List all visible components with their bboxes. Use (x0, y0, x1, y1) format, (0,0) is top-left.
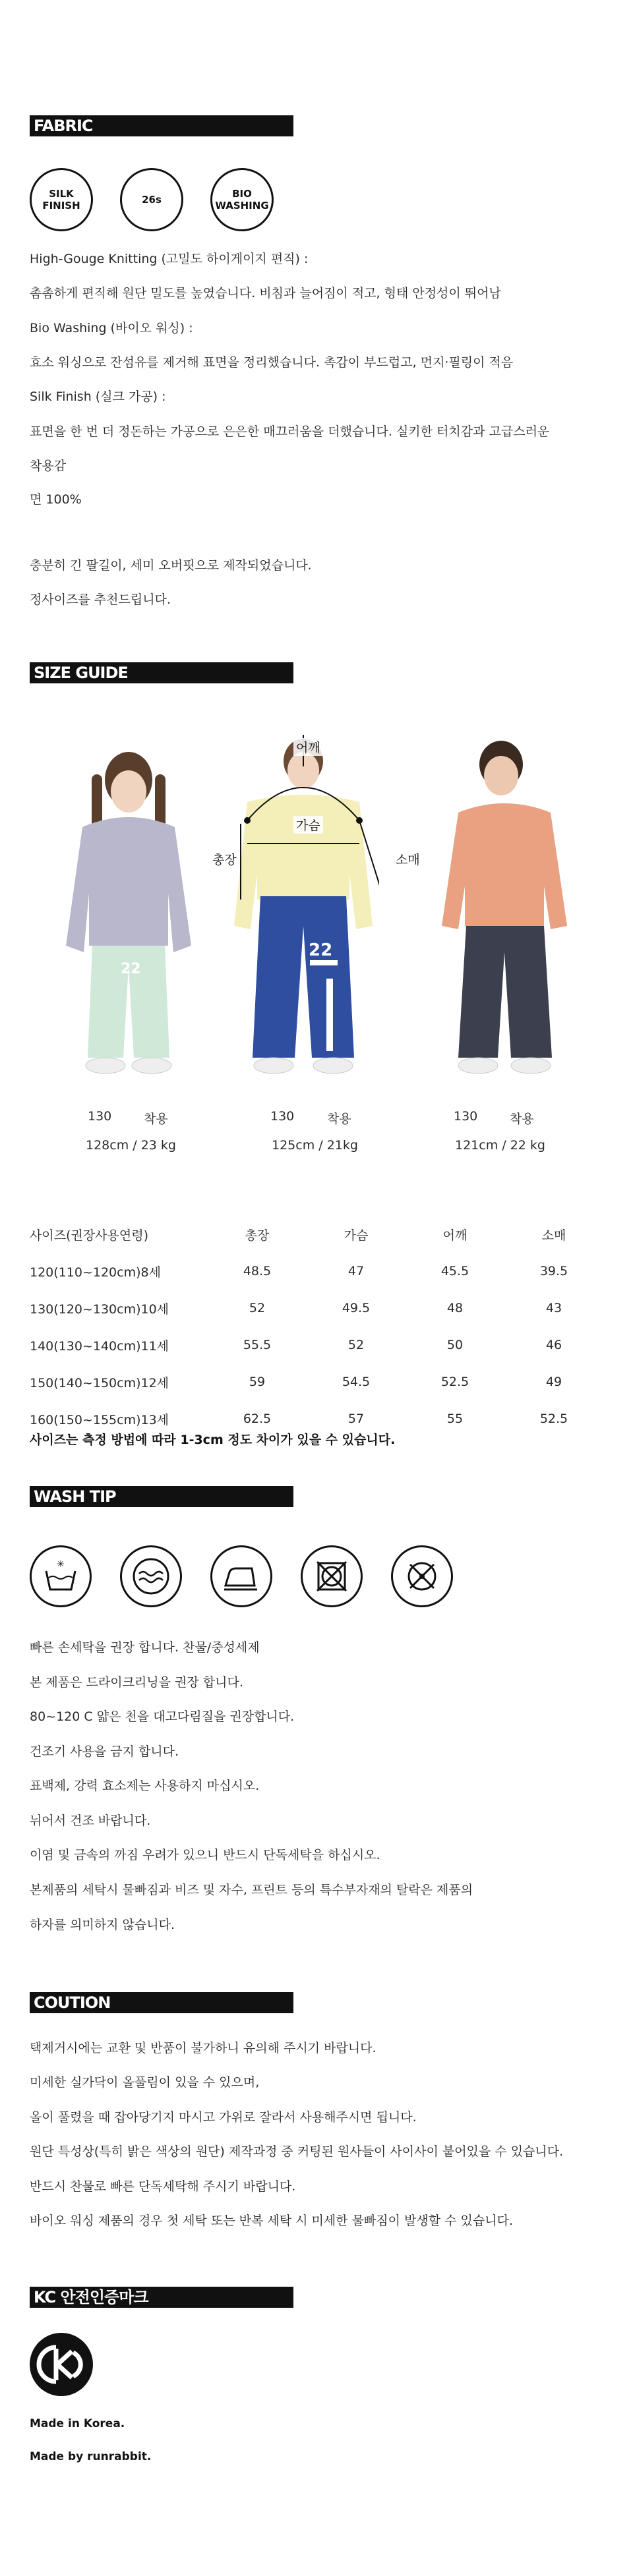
model-wear: 착용 (144, 1112, 168, 1126)
header-size: 사이즈(권장사용연령) (30, 1228, 149, 1243)
cell-shoulder: 48 (446, 1301, 464, 1315)
cell-sleeve: 39.5 (539, 1264, 568, 1278)
fabric-line: 착용감 (30, 459, 67, 473)
cell-shoulder: 50 (446, 1338, 464, 1352)
wash-line: 본제품의 세탁시 물빠짐과 비즈 및 자수, 프린트 등의 특수부자재의 탈락은 제품의 (30, 1883, 473, 1897)
cell-size: 160(150~155cm)13세 (30, 1412, 169, 1427)
hand-wash-icon (30, 1545, 92, 1607)
wash-line: 표백제, 강력 효소제는 사용하지 마십시오. (30, 1779, 260, 1793)
cell-size: 150(140~150cm)12세 (30, 1375, 169, 1390)
caution-line: 바이오 워싱 제품의 경우 첫 세탁 또는 반복 세탁 시 미세한 물빠짐이 발생할 수 있습니다. (30, 2214, 513, 2228)
model-body: 121cm / 22 kg (455, 1138, 545, 1153)
model-body: 125cm / 21kg (272, 1138, 358, 1153)
kc-certification-icon (30, 2333, 93, 2396)
length-label: 총장 (210, 850, 239, 868)
size-guide-section-title: SIZE GUIDE (30, 662, 293, 683)
wash-tip-section-title: WASH TIP (30, 1486, 293, 1507)
model-photo-lavender (56, 728, 208, 1097)
cell-chest: 52 (347, 1338, 365, 1352)
cell-size: 130(120~130cm)10세 (30, 1302, 169, 1317)
model-size: 130 (454, 1109, 478, 1124)
cell-chest: 54.5 (342, 1375, 371, 1389)
cell-shoulder: 55 (446, 1412, 464, 1426)
svg-text:22: 22 (309, 940, 333, 960)
caution-line: 반드시 찬물로 빠른 단독세탁해 주시기 바랍니다. (30, 2179, 296, 2194)
fit-note: 충분히 긴 팔길이, 세미 오버핏으로 제작되었습니다. (30, 558, 312, 573)
size-note: 사이즈는 측정 방법에 따라 1-3cm 정도 차이가 있을 수 있습니다. (30, 1433, 396, 1447)
cell-sleeve: 52.5 (539, 1412, 568, 1426)
model-photo-yellow (227, 728, 379, 1097)
wash-line: 이염 및 금속의 까짐 우려가 있으니 반드시 단독세탁을 하십시오. (30, 1848, 380, 1862)
header-sleeve: 소매 (541, 1228, 566, 1243)
no-tumble-dry-icon (301, 1545, 363, 1607)
gentle-wash-icon (120, 1545, 182, 1607)
cell-shoulder: 45.5 (440, 1264, 469, 1278)
model-photo-coral (432, 728, 584, 1097)
table-row (30, 1363, 603, 1400)
kc-section-title: KC 안전인증마크 (30, 2287, 293, 2308)
header-chest: 가슴 (344, 1228, 369, 1243)
caution-line: 원단 특성상(특히 밝은 색상의 원단) 제작과정 중 커팅된 원사들이 사이사이 붙어있을 수 있습니다. (30, 2144, 564, 2159)
cell-sleeve: 49 (545, 1375, 562, 1389)
table-row (30, 1290, 603, 1327)
size-table (30, 1216, 603, 1437)
fabric-line: 표면을 한 번 더 정돈하는 가공으로 은은한 매끄러움을 더했습니다. 실키한 터치감과 고급스러운 (30, 424, 550, 439)
fabric-line: Silk Finish (실크 가공) : (30, 389, 166, 404)
model-size: 130 (88, 1109, 112, 1124)
header-length: 총장 (245, 1228, 270, 1243)
bio-washing-badge: BIO WASHING (210, 168, 274, 231)
chest-label: 가슴 (293, 816, 323, 834)
cell-length: 52 (249, 1301, 266, 1315)
no-dry-clean-icon (391, 1545, 453, 1607)
model-body: 128cm / 23 kg (86, 1138, 176, 1153)
caution-line: 택제거시에는 교환 및 반품이 불가하니 유의해 주시기 바랍니다. (30, 2041, 377, 2055)
cell-size: 140(130~140cm)11세 (30, 1338, 169, 1354)
caution-section-title: COUTION (30, 1992, 293, 2013)
fabric-line: Bio Washing (바이오 워싱) : (30, 321, 193, 335)
cell-shoulder: 52.5 (440, 1375, 469, 1389)
cell-chest: 49.5 (342, 1301, 371, 1315)
cell-length: 55.5 (243, 1338, 272, 1352)
header-shoulder: 어깨 (442, 1228, 467, 1243)
fabric-line: 촘촘하게 편직해 원단 밀도를 높였습니다. 비침과 늘어짐이 적고, 형태 안정성이 뛰어남 (30, 286, 501, 301)
cell-chest: 57 (347, 1412, 365, 1426)
model-size: 130 (270, 1109, 295, 1124)
cell-sleeve: 46 (545, 1338, 562, 1352)
fabric-line: 면 100% (30, 492, 82, 507)
caution-line: 미세한 실가닥이 올풀림이 있을 수 있으며, (30, 2075, 260, 2090)
model-wear: 착용 (327, 1112, 351, 1126)
fabric-section-title: FABRIC (30, 115, 293, 136)
svg-text:✳: ✳ (57, 1559, 65, 1570)
fabric-line: High-Gouge Knitting (고밀도 하이게이지 편직) : (30, 252, 309, 266)
cell-length: 62.5 (243, 1412, 272, 1426)
caution-line: 올이 풀렸을 때 잡아당기지 마시고 가위로 잘라서 사용해주시면 됩니다. (30, 2110, 417, 2125)
wash-line: 뉘어서 건조 바랍니다. (30, 1814, 151, 1828)
cell-chest: 47 (347, 1264, 365, 1278)
shoulder-label: 어깨 (293, 738, 323, 756)
wash-line: 80~120 C 얇은 천을 대고다림질을 권장합니다. (30, 1709, 295, 1724)
svg-text:22: 22 (121, 961, 141, 977)
cell-sleeve: 43 (545, 1301, 562, 1315)
wash-line: 빠른 손세탁을 권장 합니다. 찬물/중성세제 (30, 1640, 260, 1655)
made-by-text: Made by runrabbit. (30, 2450, 152, 2463)
low-iron-icon (210, 1545, 272, 1607)
cell-length: 48.5 (243, 1264, 272, 1278)
made-in-text: Made in Korea. (30, 2417, 125, 2430)
silk-finish-badge: SILK FINISH (30, 168, 93, 231)
model-wear: 착용 (510, 1112, 534, 1126)
fit-note: 정사이즈를 추천드립니다. (30, 592, 171, 607)
size-table-header (30, 1216, 603, 1253)
table-row (30, 1327, 603, 1363)
wash-line: 본 제품은 드라이크리닝을 권장 합니다. (30, 1675, 243, 1690)
26s-badge: 26s (120, 168, 183, 231)
fabric-line: 효소 워싱으로 잔섬유를 제거해 표면을 정리했습니다. 촉감이 부드럽고, 먼지·필링이 적음 (30, 355, 514, 370)
cell-size: 120(110~120cm)8세 (30, 1265, 161, 1280)
wash-line: 건조기 사용을 금지 합니다. (30, 1744, 179, 1759)
wash-line: 하자를 의미하지 않습니다. (30, 1918, 175, 1932)
cell-length: 59 (249, 1375, 266, 1389)
table-row (30, 1253, 603, 1290)
sleeve-label: 소매 (393, 850, 423, 868)
